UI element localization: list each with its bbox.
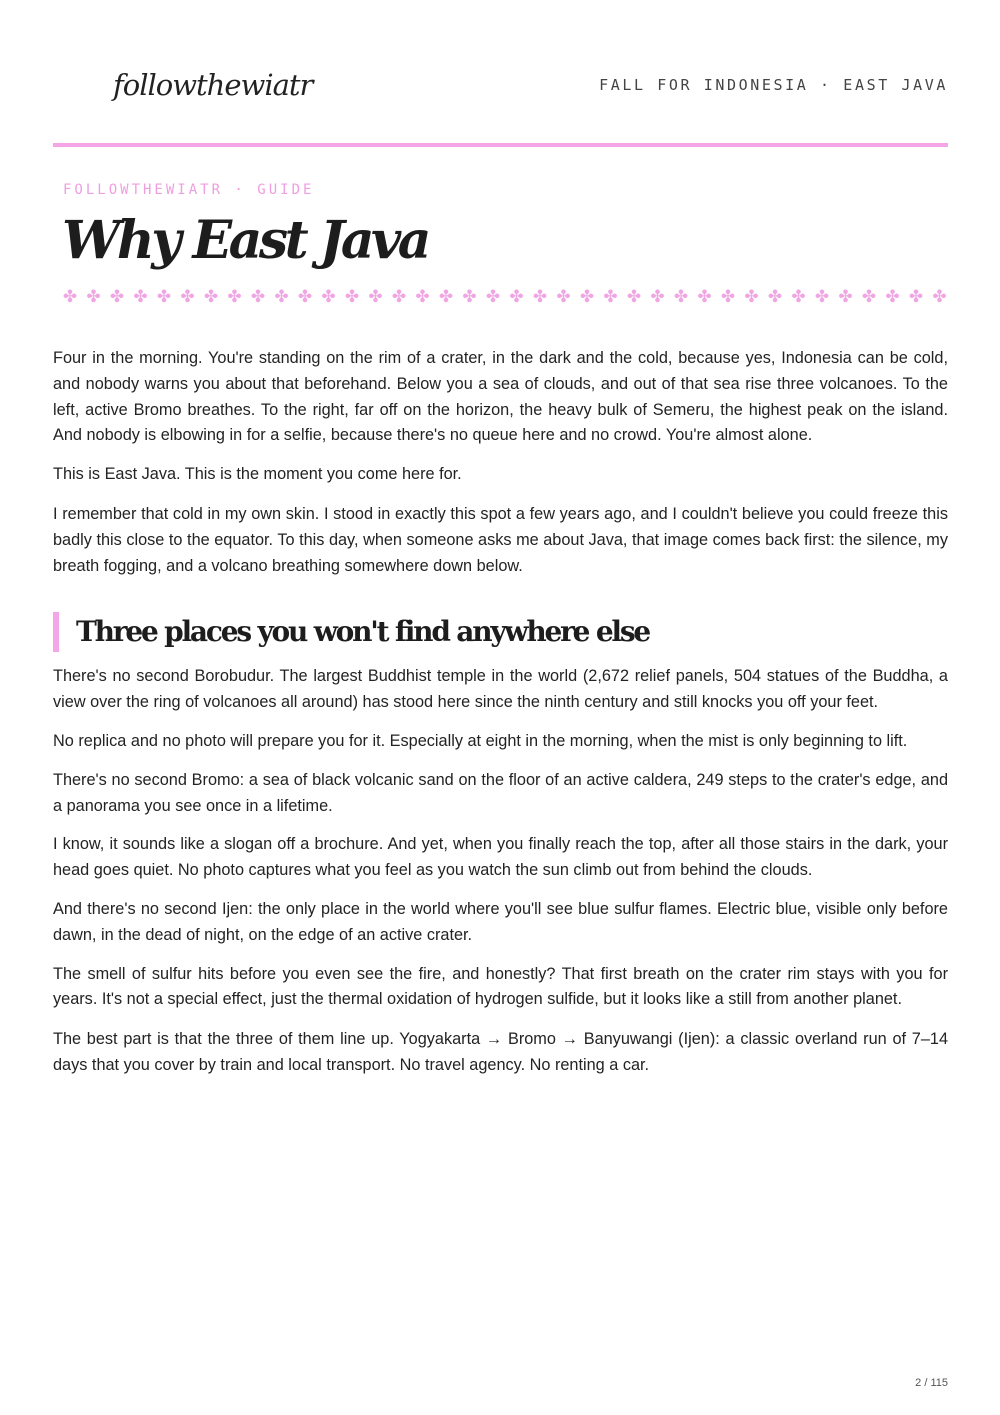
flower-ornament-icon: ✤ [227, 287, 242, 307]
flower-ornament-icon: ✤ [180, 287, 195, 307]
flower-ornament-icon: ✤ [62, 287, 78, 307]
intro-paragraph: I remember that cold in my own skin. I stood in exactly this spot a few years ago, and I couldn't believe you could freeze this badly this close to the equator. To this day, when someone asks me about Java, that image comes back first: the silence, my breath fogging, and a volcano breathing somewhere down below. [53, 504, 948, 575]
flower-ornament-icon: ✤ [438, 287, 454, 307]
flower-ornament-icon: ✤ [156, 287, 172, 307]
flower-ornament-icon: ✤ [720, 287, 736, 307]
intro-paragraph: This is East Java. This is the moment you come here for. [53, 465, 462, 484]
flower-ornament-icon: ✤ [368, 287, 383, 307]
section-heading: Three places you won't find anywhere else [53, 612, 948, 652]
flower-ornament-icon: ✤ [462, 287, 477, 307]
page-header [53, 62, 948, 112]
ornament-divider [62, 287, 948, 307]
flower-ornament-icon: ✤ [274, 287, 289, 307]
section-paragraph: The best part is that the three of them line up. Yogyakarta → Bromo → Banyuwangi (Ijen): a classic overland run of 7–14 days that you cover by train and local transport. No travel agency. No renting a car. [53, 1030, 948, 1074]
section-paragraph: The smell of sulfur hits before you even see the fire, and honestly? That first breath on the crater rim stays with you for years. It's not a special effect, just the thermal oxidation of hydrogen sulfide, but it looks like a still from another planet. [53, 964, 948, 1009]
flower-ornament-icon: ✤ [650, 287, 665, 307]
flower-ornament-icon: ✤ [556, 287, 571, 307]
flower-ornament-icon: ✤ [603, 287, 618, 307]
flower-ornament-icon: ✤ [767, 287, 783, 307]
flower-ornament-icon: ✤ [485, 287, 501, 307]
section-paragraph: There's no second Borobudur. The largest Buddhist temple in the world (2,672 relief panels, 504 statues of the Buddha, a view over the ring of volcanoes all around) has stood here since the ninth century and still knocks you off your feet. [53, 667, 948, 712]
header-divider [53, 143, 948, 147]
article-kicker: FOLLOWTHEWIATR · GUIDE [63, 182, 315, 198]
flower-ornament-icon: ✤ [791, 287, 806, 307]
section-paragraph: I know, it sounds like a slogan off a brochure. And yet, when you finally reach the top, after all those stairs in the dark, your head goes quiet. No photo captures what you feel as you watch the sun climb out from behind the clouds. [53, 835, 948, 880]
flower-ornament-icon: ✤ [532, 287, 548, 307]
section-paragraph: No replica and no photo will prepare you for it. Especially at eight in the morning, when the mist is only beginning to lift. [53, 731, 908, 750]
section-paragraph: There's no second Bromo: a sea of black volcanic sand on the floor of an active caldera, 249 steps to the crater's edge, and a panorama you see once in a lifetime. [53, 770, 948, 815]
flower-ornament-icon: ✤ [908, 287, 924, 307]
flower-ornament-icon: ✤ [697, 287, 712, 307]
flower-ornament-icon: ✤ [391, 287, 407, 307]
article-body [53, 346, 948, 1079]
intro-paragraph: Four in the morning. You're standing on the rim of a crater, in the dark and the cold, because yes, Indonesia can be cold, and nobody warns you about that beforehand. Below you a sea of clouds, and out of that sea rise three volcanoes. To the left, active Bromo breathes. To the right, far off on the horizon, the heavy bulk of Semeru, the highest peak on the island. And nobody is elbowing in for a selfie, because there's no queue here and no crowd. You're almost alone. [53, 349, 948, 445]
flower-ornament-icon: ✤ [203, 287, 219, 307]
section-label: FALL FOR INDONESIA · EAST JAVA [599, 76, 948, 94]
section-paragraph: And there's no second Ijen: the only place in the world where you'll see blue sulfur flames. Electric blue, visible only before dawn, in the dead of night, on the edge of an active crater. [53, 899, 948, 944]
page-number: 2 / 115 [915, 1377, 948, 1389]
flower-ornament-icon: ✤ [415, 287, 430, 307]
flower-ornament-icon: ✤ [297, 287, 313, 307]
flower-ornament-icon: ✤ [133, 287, 148, 307]
brand-logo: followthewiatr [113, 68, 313, 102]
page-title: Why East Java [62, 210, 428, 271]
flower-ornament-icon: ✤ [744, 287, 759, 307]
flower-ornament-icon: ✤ [109, 287, 125, 307]
flower-ornament-icon: ✤ [673, 287, 689, 307]
flower-ornament-icon: ✤ [509, 287, 524, 307]
flower-ornament-icon: ✤ [344, 287, 360, 307]
flower-ornament-icon: ✤ [86, 287, 101, 307]
flower-ornament-icon: ✤ [321, 287, 336, 307]
flower-ornament-icon: ✤ [932, 287, 947, 307]
flower-ornament-icon: ✤ [814, 287, 830, 307]
flower-ornament-icon: ✤ [579, 287, 595, 307]
flower-ornament-icon: ✤ [885, 287, 900, 307]
flower-ornament-icon: ✤ [861, 287, 877, 307]
flower-ornament-icon: ✤ [838, 287, 853, 307]
flower-ornament-icon: ✤ [626, 287, 642, 307]
flower-ornament-icon: ✤ [250, 287, 266, 307]
